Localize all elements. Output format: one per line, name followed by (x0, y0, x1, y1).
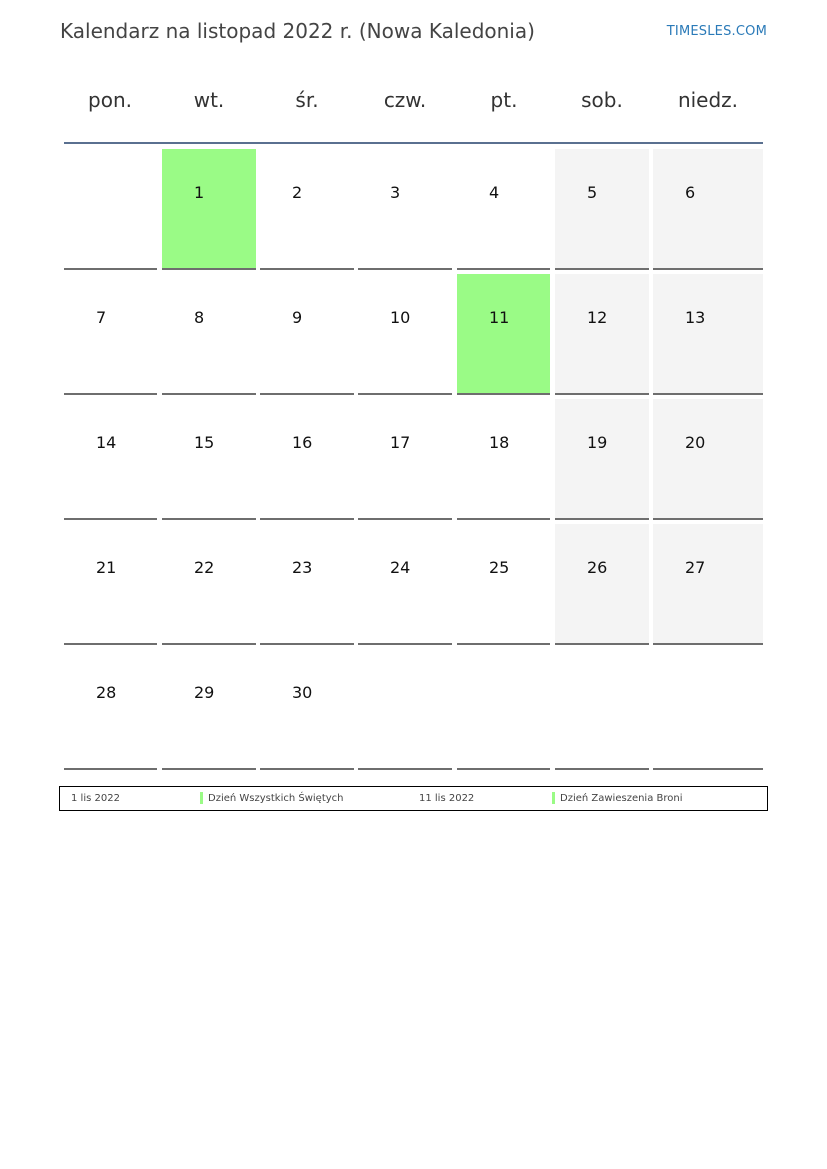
day-cell-10 (358, 274, 452, 394)
day-cell-19 (555, 399, 649, 519)
weekday-tue: wt. (193, 88, 225, 112)
day-number: 2 (292, 183, 303, 202)
day-number: 30 (292, 683, 313, 702)
day-number: 13 (685, 308, 706, 327)
cell-bottom-line (260, 393, 354, 395)
day-cell-9 (260, 274, 354, 394)
holiday-color-marker (552, 792, 555, 804)
weekday-thu: czw. (383, 88, 427, 112)
weekday-sun: niedz. (677, 88, 739, 112)
day-number: 12 (587, 308, 608, 327)
site-link[interactable]: TIMESLES.COM (666, 24, 767, 39)
cell-bottom-line (653, 643, 763, 645)
day-number: 29 (194, 683, 215, 702)
day-cell-27 (653, 524, 763, 644)
day-number: 23 (292, 558, 313, 577)
day-number: 11 (489, 308, 510, 327)
day-number: 4 (489, 183, 500, 202)
weekday-fri: pt. (490, 88, 518, 112)
day-cell-29 (162, 649, 256, 769)
day-number: 20 (685, 433, 706, 452)
empty-day-cell (653, 649, 763, 769)
empty-day-cell (457, 649, 550, 769)
day-cell-11 (457, 274, 550, 394)
day-number: 8 (194, 308, 205, 327)
legend-name-1: Dzień Wszystkich Świętych (208, 793, 344, 804)
cell-bottom-line (555, 518, 649, 520)
cell-bottom-line (260, 268, 354, 270)
cell-bottom-line (358, 518, 452, 520)
day-number: 24 (390, 558, 411, 577)
day-number: 25 (489, 558, 510, 577)
day-number: 16 (292, 433, 313, 452)
weekday-sat: sob. (581, 88, 623, 112)
cell-bottom-line (457, 518, 550, 520)
day-number: 18 (489, 433, 510, 452)
day-cell-18 (457, 399, 550, 519)
day-cell-12 (555, 274, 649, 394)
day-cell-22 (162, 524, 256, 644)
day-cell-6 (653, 149, 763, 269)
cell-bottom-line (64, 268, 157, 270)
day-number: 17 (390, 433, 411, 452)
day-cell-7 (64, 274, 157, 394)
cell-bottom-line (358, 643, 452, 645)
cell-bottom-line (162, 518, 256, 520)
day-cell-16 (260, 399, 354, 519)
cell-bottom-line (162, 393, 256, 395)
cell-bottom-line (358, 268, 452, 270)
day-number: 15 (194, 433, 215, 452)
cell-bottom-line (64, 768, 157, 770)
cell-bottom-line (358, 393, 452, 395)
day-cell-24 (358, 524, 452, 644)
cell-bottom-line (260, 518, 354, 520)
day-number: 10 (390, 308, 411, 327)
cell-bottom-line (653, 518, 763, 520)
day-cell-21 (64, 524, 157, 644)
day-number: 27 (685, 558, 706, 577)
day-cell-2 (260, 149, 354, 269)
day-cell-15 (162, 399, 256, 519)
day-number: 22 (194, 558, 215, 577)
day-number: 26 (587, 558, 608, 577)
empty-day-cell (64, 149, 157, 269)
day-cell-8 (162, 274, 256, 394)
day-number: 9 (292, 308, 303, 327)
empty-day-cell (358, 649, 452, 769)
day-cell-1 (162, 149, 256, 269)
day-number: 6 (685, 183, 696, 202)
day-cell-13 (653, 274, 763, 394)
cell-bottom-line (162, 768, 256, 770)
day-number: 5 (587, 183, 598, 202)
day-cell-4 (457, 149, 550, 269)
day-number: 1 (194, 183, 205, 202)
legend-name-2: Dzień Zawieszenia Broni (560, 793, 683, 804)
day-cell-3 (358, 149, 452, 269)
cell-bottom-line (457, 768, 550, 770)
legend-date-1: 1 lis 2022 (71, 793, 120, 804)
day-number: 3 (390, 183, 401, 202)
header-divider (64, 142, 763, 144)
legend-date-2: 11 lis 2022 (419, 793, 475, 804)
weekday-wed: śr. (295, 88, 319, 112)
cell-bottom-line (653, 768, 763, 770)
cell-bottom-line (555, 768, 649, 770)
day-number: 28 (96, 683, 117, 702)
cell-bottom-line (162, 268, 256, 270)
cell-bottom-line (260, 768, 354, 770)
weekday-header-row (61, 88, 766, 120)
day-cell-25 (457, 524, 550, 644)
cell-bottom-line (555, 268, 649, 270)
cell-bottom-line (260, 643, 354, 645)
weekday-mon: pon. (88, 88, 132, 112)
day-number: 21 (96, 558, 117, 577)
cell-bottom-line (162, 643, 256, 645)
day-cell-30 (260, 649, 354, 769)
cell-bottom-line (457, 268, 550, 270)
day-cell-17 (358, 399, 452, 519)
day-cell-28 (64, 649, 157, 769)
page-title: Kalendarz na listopad 2022 r. (Nowa Kaledonia) (60, 19, 535, 43)
empty-day-cell (555, 649, 649, 769)
day-cell-23 (260, 524, 354, 644)
cell-bottom-line (457, 393, 550, 395)
cell-bottom-line (64, 518, 157, 520)
day-cell-26 (555, 524, 649, 644)
cell-bottom-line (457, 643, 550, 645)
cell-bottom-line (653, 393, 763, 395)
cell-bottom-line (653, 268, 763, 270)
cell-bottom-line (64, 393, 157, 395)
day-number: 7 (96, 308, 107, 327)
day-cell-5 (555, 149, 649, 269)
holiday-legend (59, 786, 768, 811)
day-cell-14 (64, 399, 157, 519)
cell-bottom-line (555, 393, 649, 395)
holiday-color-marker (200, 792, 203, 804)
cell-bottom-line (555, 643, 649, 645)
day-number: 14 (96, 433, 117, 452)
cell-bottom-line (64, 643, 157, 645)
day-number: 19 (587, 433, 608, 452)
cell-bottom-line (358, 768, 452, 770)
day-cell-20 (653, 399, 763, 519)
